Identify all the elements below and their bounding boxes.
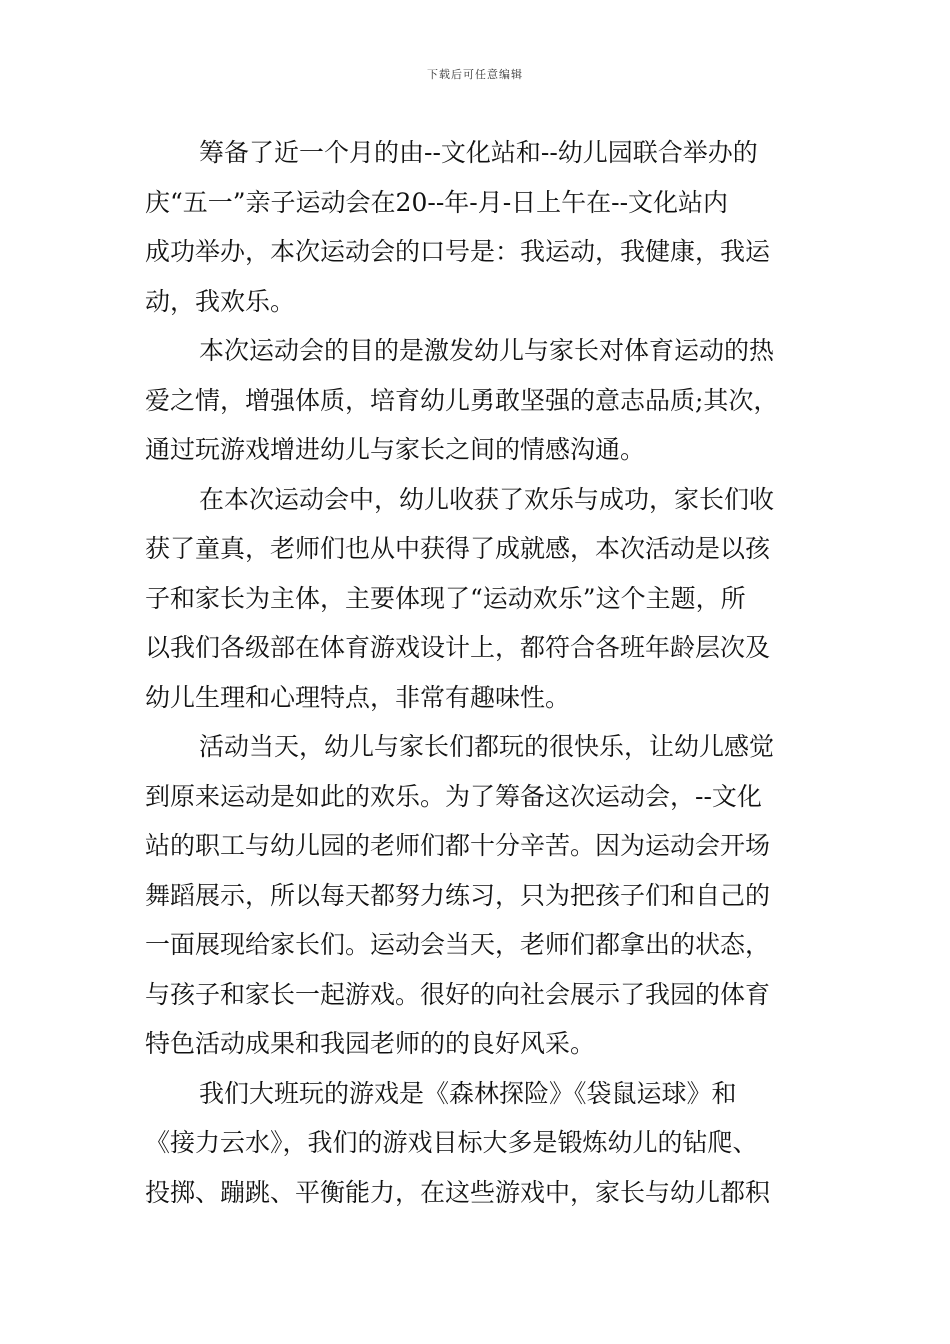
paragraph-4-line-1: 活动当天，幼儿与家长们都玩的很快乐，让幼儿感觉 [199,732,775,761]
document-body [145,128,805,1217]
paragraph-4-line-2: 到原来运动是如此的欢乐。为了筹备这次运动会，--文化 [145,781,762,811]
paragraph-3-line-3: 子和家长为主体，主要体现了“运动欢乐”这个主题，所 [145,583,746,613]
paragraph-5-line-2: 《接力云水》，我们的游戏目标大多是锻炼幼儿的钻爬、 [145,1128,758,1157]
paragraph-3-line-2: 获了童真，老师们也从中获得了成就感，本次活动是以孩 [145,534,771,563]
paragraph-4-line-6: 与孩子和家长一起游戏。很好的向社会展示了我园的体育 [145,979,771,1009]
paragraph-4-line-5: 一面展现给家长们。运动会当天，老师们都拿出的状态， [145,930,771,959]
paragraph-5-line-1: 我们大班玩的游戏是《森林探险》《袋鼠运球》和 [199,1078,737,1108]
paragraph-2-line-2: 爱之情，增强体质，培育幼儿勇敢坚强的意志品质;其次， [145,385,779,415]
paragraph-1-line-3: 成功举办，本次运动会的口号是：我运动，我健康，我运 [145,237,771,266]
paragraph-1-line-2: 庆“五一”亲子运动会在20--年-月-日上午在--文化站内 [145,187,729,217]
paragraph-3-line-4: 以我们各级部在体育游戏设计上，都符合各班年龄层次及 [145,633,771,662]
paragraph-2-line-3: 通过玩游戏增进幼儿与家长之间的情感沟通。 [145,435,646,464]
paragraph-4-line-3: 站的职工与幼儿园的老师们都十分辛苦。因为运动会开场 [145,831,771,860]
paragraph-3-line-1: 在本次运动会中，幼儿收获了欢乐与成功，家长们收 [199,484,775,514]
paragraph-4-line-4: 舞蹈展示，所以每天都努力练习，只为把孩子们和自己的 [145,880,771,910]
paragraph-1-line-4: 动，我欢乐。 [145,286,296,316]
paragraph-5-line-3: 投掷、蹦跳、平衡能力，在这些游戏中，家长与幼儿都积 [145,1177,771,1207]
paragraph-3-line-5: 幼儿生理和心理特点，非常有趣味性。 [145,682,571,712]
header-note: 下载后可任意编辑 [427,68,523,81]
paragraph-1-line-1: 筹备了近一个月的由--文化站和--幼儿园联合举办的 [199,138,758,167]
paragraph-4-line-7: 特色活动成果和我园老师的的良好风采。 [145,1029,596,1058]
paragraph-2-line-1: 本次运动会的目的是激发幼儿与家长对体育运动的热 [199,336,775,365]
